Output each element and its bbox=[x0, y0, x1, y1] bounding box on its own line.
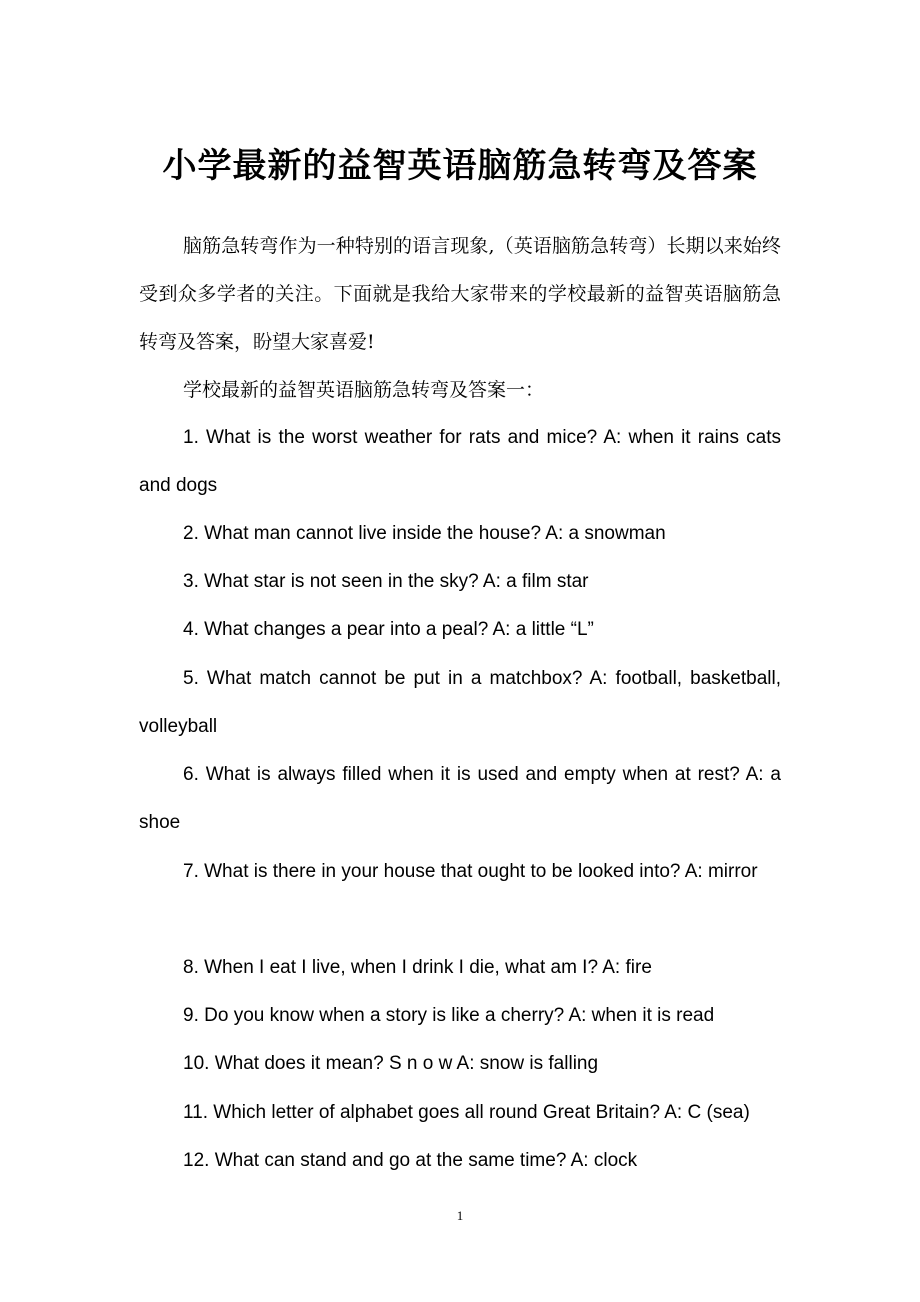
page-number: 1 bbox=[456, 1208, 464, 1223]
riddle-item-6: 6. What is always filled when it is used and empty when at rest? A: a shoe bbox=[139, 764, 781, 833]
riddle-item-2: 2. What man cannot live inside the house? A: a snowman bbox=[183, 523, 666, 544]
riddle-item-7: 7. What is there in your house that ought to be looked into? A: mirror bbox=[183, 861, 758, 882]
riddle-item-8: 8. When I eat I live, when I drink I die, what am I? A: fire bbox=[183, 957, 652, 978]
riddle-item-9: 9. Do you know when a story is like a cherry? A: when it is read bbox=[183, 1005, 715, 1026]
riddle-item-10: 10. What does it mean? S n o w A: snow is falling bbox=[183, 1053, 599, 1074]
intro-paragraph: 脑筋急转弯作为一种特别的语言现象,（英语脑筋急转弯）长期以来始终受到众多学者的关注。下面就是我给大家带来的学校最新的益智英语脑筋急转弯及答案，盼望大家喜爱! bbox=[139, 235, 781, 353]
riddle-item-12: 12. What can stand and go at the same time? A: clock bbox=[183, 1150, 638, 1171]
riddle-item-3: 3. What star is not seen in the sky? A: a film star bbox=[183, 571, 589, 592]
document-title: 小学最新的益智英语脑筋急转弯及答案 bbox=[162, 146, 758, 186]
riddle-item-4: 4. What changes a pear into a peal? A: a little “L” bbox=[183, 619, 594, 640]
riddle-item-11: 11. Which letter of alphabet goes all round Great Britain? A: C (sea) bbox=[183, 1102, 750, 1123]
riddle-item-1: 1. What is the worst weather for rats and mice? A: when it rains cats and dogs bbox=[139, 427, 781, 496]
riddle-item-5: 5. What match cannot be put in a matchbox? A: football, basketball, volleyball bbox=[139, 668, 781, 737]
section-heading: 学校最新的益智英语脑筋急转弯及答案一： bbox=[183, 379, 545, 401]
